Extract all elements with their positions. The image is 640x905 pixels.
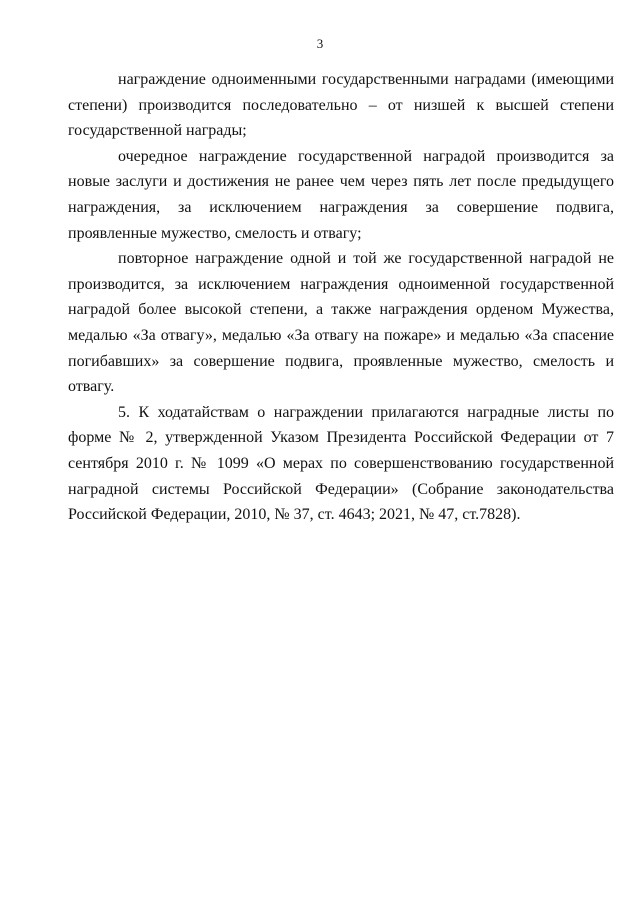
paragraph-item-5: 5. К ходатайствам о награждении прилагаются наградные листы по форме № 2, утвержденной Указом Президента Российской Федерации от 7 сентября 2010 г. № 1099 «О мерах по совершенствованию государственной наградной системы Российской Федерации» (Собрание законодательства Российской Федерации, 2010, № 37, ст. 4643; 2021, № 47, ст.7828). <box>68 403 614 524</box>
paragraph-repeat-award: повторное награждение одной и той же государственной наградой не производится, за исключением награждения одноименной государственной наградой более высокой степени, а также награждения орденом Мужества, медалью «За отвагу», медалью «За отвагу на пожаре» и медалью «За спасение погибавших» за совершение подвига, проявленные мужество, смелость и отвагу. <box>68 250 614 396</box>
paragraph-award-sequence: награждение одноименными государственными наградами (имеющими степени) производится последовательно – от низшей к высшей степени государственной награды; <box>68 71 614 140</box>
document-body <box>68 67 614 528</box>
page-number: 3 <box>316 36 324 51</box>
paragraph-next-award: очередное награждение государственной наградой производится за новые заслуги и достижения не ранее чем через пять лет после предыдущего награждения, за исключением награждения за совершение подвига, проявленные мужество, смелость и отвагу; <box>68 147 614 242</box>
